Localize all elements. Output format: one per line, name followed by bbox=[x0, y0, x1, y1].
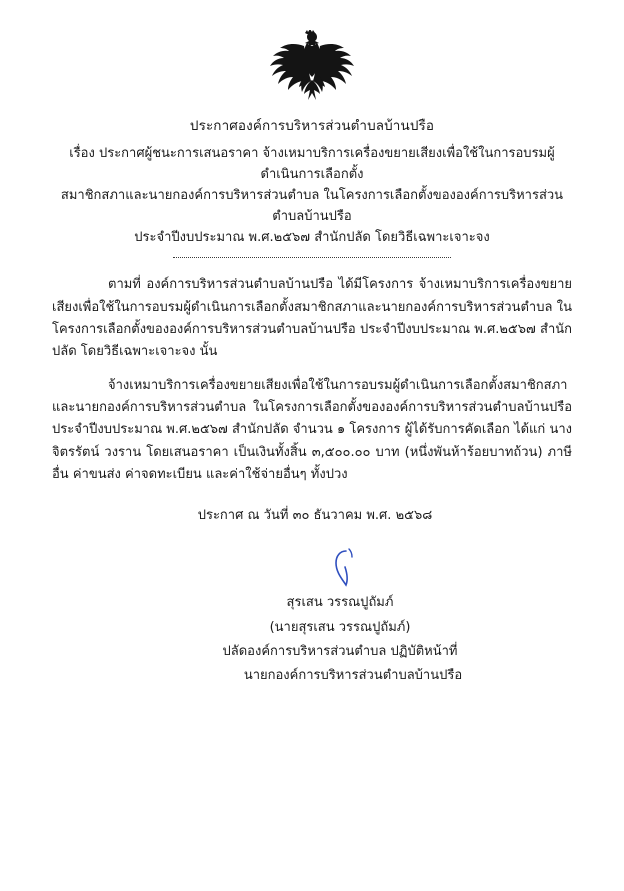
paragraph-1 bbox=[52, 274, 572, 363]
paragraph-2 bbox=[52, 375, 572, 487]
subject-line-2: สมาชิกสภาและนายกองค์การบริหารส่วนตำบล ในโครงการเลือกตั้งขององค์การบริหารส่วนตำบลบ้านปรือ bbox=[60, 188, 564, 225]
garuda-emblem bbox=[0, 0, 624, 106]
signature-position-line-1: ปลัดองค์การบริหารส่วนตำบล ปฏิบัติหน้าที่ bbox=[222, 643, 458, 659]
body-block bbox=[52, 274, 572, 486]
paragraph-1-text: ตามที่ องค์การบริหารส่วนตำบลบ้านปรือ ได้มีโครงการ จ้างเหมาบริการเครื่องขยายเสียงเพื่อใช้ในการอบรมผู้ดำเนินการเลือกตั้งสมาชิกสภาและนายกองค์การบริหารส่วนตำบล ในโครงการเลือกตั้งขององค์การบริหารส่วนตำบลบ้านปรือ ประจำปีงบประมาณ พ.ศ.๒๕๖๗ สำนักปลัด โดยวิธีเฉพาะเจาะจง นั้น bbox=[52, 277, 572, 360]
signature-position-line-2: นายกองค์การบริหารส่วนตำบลบ้านปรือ bbox=[243, 667, 463, 683]
announcement-date: ประกาศ ณ วันที่ ๓๐ ธันวาคม พ.ศ. ๒๕๖๘ bbox=[197, 508, 433, 524]
paragraph-2-text: จ้างเหมาบริการเครื่องขยายเสียงเพื่อใช้ในการอบรมผู้ดำเนินการเลือกตั้งสมาชิกสภาและนายกองค์การบริหารส่วนตำบล ในโครงการเลือกตั้งขององค์การบริหารส่วนตำบลบ้านปรือ ประจำปีงบประมาณ พ.ศ.๒๕๖๗ สำนักปลัด จำนวน ๑ โครงการ ผู้ได้รับการคัดเลือก ได้แก่ นางจิตรรัตน์ วงราน โดยเสนอราคา เป็นเงินทั้งสิ้น ๓,๕๐๐.๐๐ บาท (หนึ่งพันห้าร้อยบาทถ้วน) ภาษีอื่น ค่าขนส่ง ค่าจดทะเบียน และค่าใช้จ่ายอื่นๆ ทั้งปวง bbox=[52, 377, 572, 483]
subject-line-1: เรื่อง ประกาศผู้ชนะการเสนอราคา จ้างเหมาบริการเครื่องขยายเสียงเพื่อใช้ในการอบรมผู้ดำเนินการเลือกตั้ง bbox=[69, 146, 555, 183]
document-title: ประกาศองค์การบริหารส่วนตำบลบ้านปรือ bbox=[189, 118, 435, 134]
signature-block bbox=[0, 547, 624, 687]
signature-name-paren: (นายสุรเสน วรรณปูถัมภ์) bbox=[269, 619, 411, 635]
signature-name: สุรเสน วรรณปูถัมภ์ bbox=[286, 595, 394, 611]
handwritten-signature bbox=[56, 547, 624, 591]
divider bbox=[173, 257, 451, 258]
subject-line-3: ประจำปีงบประมาณ พ.ศ.๒๕๖๗ สำนักปลัด โดยวิธีเฉพาะเจาะจง bbox=[134, 230, 490, 246]
subject-block bbox=[52, 143, 572, 248]
